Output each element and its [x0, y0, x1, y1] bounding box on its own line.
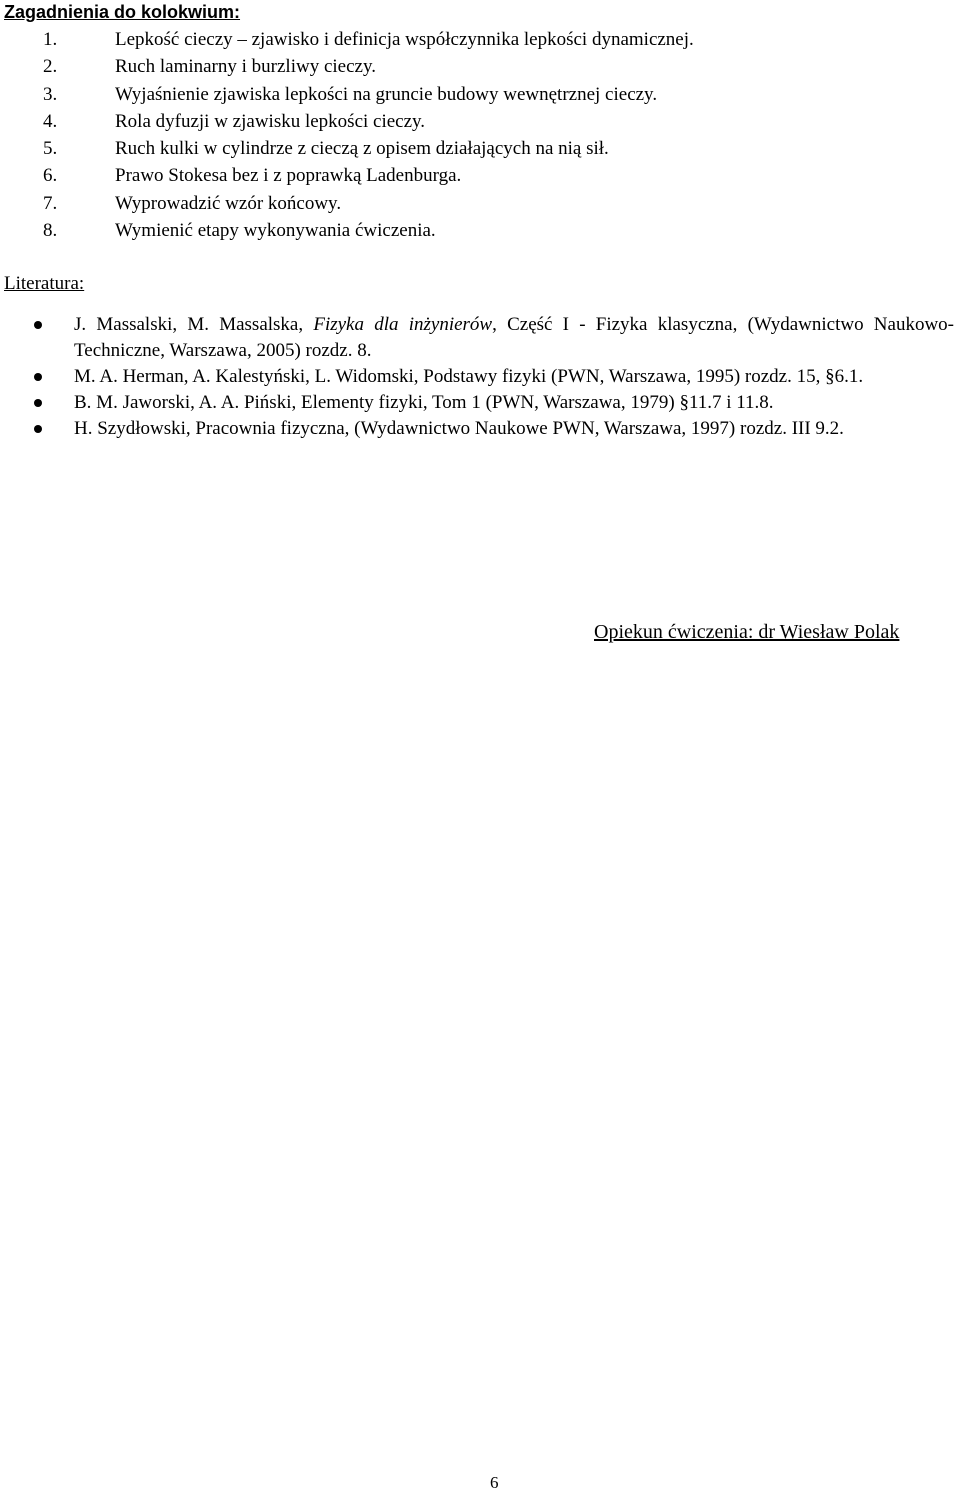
topic-number: 1.: [43, 29, 58, 50]
reference-text: B. M. Jaworski, A. A. Piński, Elementy fizyki, Tom 1 (PWN, Warszawa, 1979) §11.7 i 11.8.: [74, 392, 774, 413]
topic-text: Wyprowadzić wzór końcowy.: [115, 192, 342, 214]
topic-item: [0, 81, 960, 108]
topic-number: 8.: [43, 220, 58, 242]
topic-text: Prawo Stokesa bez i z poprawką Ladenburga.: [115, 165, 462, 187]
topic-item: [0, 162, 960, 189]
topic-text: Wymienić etapy wykonywania ćwiczenia.: [115, 220, 436, 242]
page-number: 6: [490, 1473, 499, 1492]
topic-text: Rola dyfuzji w zjawisku lepkości cieczy.: [115, 110, 426, 132]
references-list: [0, 312, 960, 442]
bullet-icon: [34, 373, 42, 381]
reference-authors: J. Massalski, M. Massalska,: [74, 314, 314, 335]
literature-heading: Literatura:: [4, 273, 85, 294]
topic-text: Lepkość cieczy – zjawisko i definicja współczynnika lepkości dynamicznej.: [115, 29, 694, 50]
topic-number: 4.: [43, 110, 58, 132]
topic-item: [0, 217, 960, 244]
topic-number: 5.: [43, 138, 58, 160]
topic-text: Wyjaśnienie zjawiska lepkości na gruncie budowy wewnętrznej cieczy.: [115, 83, 658, 105]
topics-heading: Zagadnienia do kolokwium:: [4, 2, 241, 22]
reference-details: , Część I - Fizyka klasyczna, (Wydawnictwo Naukowo-Techniczne, Warszawa, 2005) rozdz. 8.: [74, 314, 954, 361]
topic-item: [0, 190, 960, 217]
topic-item: [0, 135, 960, 162]
reference-item: [0, 390, 960, 416]
reference-item: [0, 416, 960, 442]
topic-item: [0, 108, 960, 135]
reference-text: [74, 312, 954, 364]
topic-number: 7.: [43, 192, 58, 214]
bullet-icon: [34, 425, 42, 433]
topic-text: Ruch kulki w cylindrze z cieczą z opisem działających na nią sił.: [115, 138, 609, 160]
bullet-icon: [34, 399, 42, 407]
reference-item: [0, 312, 960, 364]
topic-number: 3.: [43, 83, 58, 105]
supervisor-signature: Opiekun ćwiczenia: dr Wiesław Polak: [594, 621, 900, 643]
topic-number: 6.: [43, 165, 58, 187]
reference-text: H. Szydłowski, Pracownia fizyczna, (Wydawnictwo Naukowe PWN, Warszawa, 1997) rozdz. III 9.2.: [74, 418, 844, 439]
topic-number: 2.: [43, 56, 58, 78]
reference-item: [0, 364, 960, 390]
bullet-icon: [34, 321, 42, 329]
topic-item: [0, 26, 960, 53]
topics-list: [0, 26, 960, 244]
reference-title: Fizyka dla inżynierów: [313, 314, 493, 335]
reference-text: M. A. Herman, A. Kalestyński, L. Widomski, Podstawy fizyki (PWN, Warszawa, 1995) rozdz. 15, §6.1.: [74, 366, 864, 387]
topic-item: [0, 53, 960, 80]
topic-text: Ruch laminarny i burzliwy cieczy.: [115, 56, 376, 78]
